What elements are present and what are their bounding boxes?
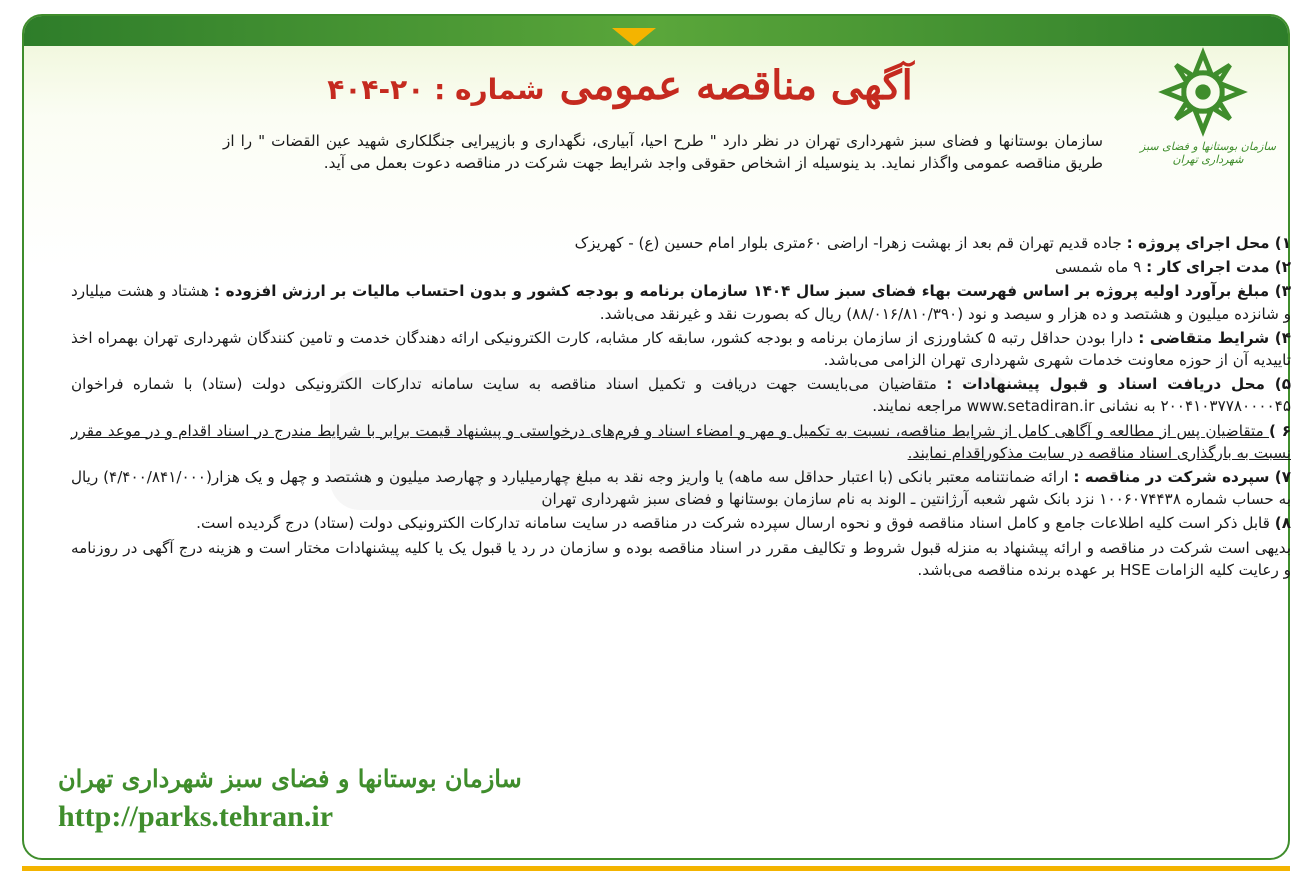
item-info [71,512,1291,534]
tender-items [71,232,1291,583]
footer-org-name: سازمان بوستانها و فضای سبز شهرداری تهران [58,764,522,793]
item-text: قابل ذکر است کلیه اطلاعات جامع و کامل اسناد مناقصه فوق و نحوه ارسال سپرده شرکت در مناقصه در سایت سامانه تدارکات الکترونیکی دولت (ستاد) درج گردیده است. [196,514,1275,533]
item-label: ۲) مدت اجرای کار : [1146,258,1291,277]
closing-paragraph: بدیهی است شرکت در مناقصه و ارائه پیشنهاد به منزله قبول شروط و تکالیف مقرر در اسناد مناقصه بوده و سازمان در رد یا قبول یک یا کلیه پیشنهادات مختار است و هزینه درج آگهی در روزنامه و رعایت کلیه الزامات HSE بر عهده برنده مناقصه می‌باشد. [71,538,1291,579]
item-text: ۹ ماه شمسی [1055,258,1147,277]
top-banner [24,16,1288,46]
item-submission [71,420,1291,464]
item-label: ۵) محل دریافت اسناد و قبول پیشنهادات : [946,375,1291,394]
intro-paragraph: سازمان بوستانها و فضای سبز شهرداری تهران در نظر دارد " طرح احیا، آبیاری، نگهداری و بازپیرایی جنگلکاری شهید عین القضات " را از طریق مناقصه عمومی واگذار نماید. بد ینوسیله از اشخاص حقوقی واجد شرایط جهت شرکت در مناقصه دعوت بعمل می آید. [223,132,1103,173]
footer-url[interactable]: http://parks.tehran.ir [58,800,334,833]
organization-logo [1155,44,1251,140]
item-deposit [71,466,1291,510]
title-text: آگهی مناقصه عمومی [559,62,913,109]
item-documents [71,373,1291,417]
item-text: جاده قدیم تهران قم بعد از بهشت زهرا- اراضی ۶۰متری بلوار امام حسین (ع) - کهریزک [574,234,1127,252]
item-text: ارائه ضمانتنامه معتبر بانکی (با اعتبار حداقل سه ماهه) یا واریز وجه نقد به مبلغ چهارمیلیارد و چهارصد میلیون و هشتصد و چهل و یک هزار(۴/۴۰۰/۸۴۱/۰۰۰) ریال به حساب شماره ۱۰۰۶۰۷۴۴۳۸ نزد بانک شهر شعبه آرژانتین ـ الوند به نام سازمان بوستانها و فضای سبز شهرداری تهران [71,468,1291,509]
item-text: متقاضیان پس از مطالعه و آگاهی کامل از شرایط مناقصه، نسبت به تکمیل و مهر و امضاء اسناد و فرم‌های درخواستی و پیشنهاد قیمت برابر با شرایط مندرج در اسناد اقدام و در موعد مقرر نسبت به بارگذاری اسناد مناقصه در سایت مذکوراقدام نمایند. [71,421,1291,462]
item-label: ۷) سپرده شرکت در مناقصه : [1073,468,1291,487]
item-label: ۶ ) [1269,421,1291,440]
tender-number: شماره : ۲۰-۴۰۴ [327,73,545,106]
item-label: ۴) شرایط متقاضی : [1138,328,1291,347]
item-location [71,232,1291,254]
item-requirements [71,327,1291,371]
item-label: ۸) [1274,514,1291,533]
logo-caption: سازمان بوستانها و فضای سبز شهرداری تهران [1140,140,1276,166]
item-text: متقاضیان می‌بایست جهت دریافت و تکمیل اسناد مناقصه به سایت سامانه تدارکات الکترونیکی دولت (ستاد) با شماره فراخوان ۲۰۰۴۱۰۳۷۷۸۰۰۰۰۴۵ به نشانی www.setadiran.ir مراجعه نمایند. [71,375,1291,416]
bottom-rule [22,866,1290,871]
item-duration [71,256,1291,278]
item-text: هشتاد و هشت میلیارد و شانزده میلیون و هشتصد و ده هزار و سیصد و نود (۸۸/۰۱۶/۸۱۰/۳۹۰) ریال که بصورت نقد و غیرنقد می‌باشد. [71,282,1291,323]
item-label: ۳) مبلغ برآورد اولیه پروژه بر اساس فهرست بهاء فضای سبز سال ۱۴۰۴ سازمان برنامه و بودجه کشور و بدون احتساب مالیات بر ارزش افزوده : [213,282,1291,301]
notice-title [220,62,1020,109]
item-text: دارا بودن حداقل رتبه ۵ کشاورزی از سازمان برنامه و بودجه کشور، سابقه کار مشابه، کارت الکترونیکی ارائه دهندگان خدمت و تامین کنندگان شهرداری تهران بهمراه اخذ تاییدیه آن از حوزه معاونت خدمات شهری شهرداری تهران الزامی می‌باشد. [71,328,1291,370]
item-estimate [71,280,1291,324]
item-label: ۱) محل اجرای پروژه : [1126,234,1291,252]
yellow-notch [612,28,656,46]
